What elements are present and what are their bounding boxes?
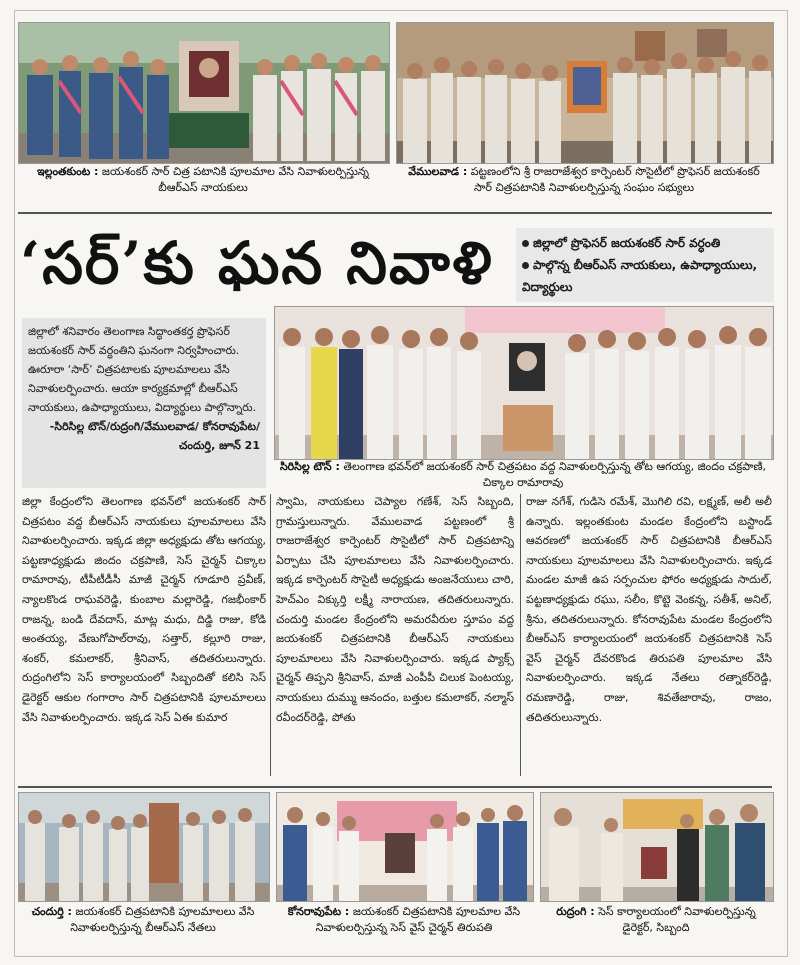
caption-place: ఇల్లంతకుంట :: [37, 165, 99, 178]
caption-center: [274, 459, 772, 491]
bullet-icon: [522, 240, 529, 247]
bullet-icon: [522, 262, 529, 269]
caption-place: రుద్రంగి :: [556, 905, 595, 918]
caption-top-left: [20, 164, 386, 196]
article-column-2: స్వామి, నాయకులు చెప్యాల గణేశ్, సెస్ సిబ్బంది, గ్రామస్తులున్నారు. వేములవాడ పట్టణంలో శ్రీ రాజరాజేశ్వర కార్పెంటర్ సొసైటీలో సార్ చిత్రపటాన్ని ఏర్పాటు చేసి పూలమాలలు వేసి నివాళులర్పించారు. ఇక్కడ కార్పెంటర్ సొసైటీ అధ్యక్షుడు అంజనేయులు చారి, హెచ్ఎం విక్కుర్తి లక్ష్మీ నారాయణ, తదితరులున్నారు. చందుర్తి మండల కేంద్రంలోని అమరవీరుల స్తూపం వద్ద జయశంకర్ చిత్రపటానికి బీఆర్ఎస్ నాయకులు పూలమాలలు వేసి నివాళులర్పించారు. ఇక్కడ ప్యాక్స్ చైర్మన్ తిప్పని శ్రీనివాస్, మాజీ ఎంపీపీ చిలుక పెంటయ్య, నాయకులు దుమ్ము ఆనందం, బత్తుల కమలాకర్, నల్మాస్ రవీందర్‌రెడ్డి, పోతు: [276, 495, 514, 724]
headline: ‘సర్’కు ఘన నివాళి: [20, 229, 494, 297]
divider-top: [18, 212, 772, 214]
caption-place: సిరిసిల్ల టౌన్ :: [279, 460, 340, 473]
caption-top-right: [398, 164, 770, 196]
caption-text: జయశంకర్ చిత్రపటానికి పూలమాల వేసి నివాళులర్పిస్తున్న సెస్ వైస్ చైర్మన్ తిరుపతి: [315, 905, 521, 934]
caption-bottom-right: [540, 904, 772, 936]
article-column-3: రాజు నగేశ్, గుడిసె రమేశ్, మొగిలి రవి, లక్ష్మణ్, అలీ అలీ ఉన్నారు. ఇల్లంతకుంట మండల కేంద్రంలోని బస్టాండ్ ఆవరణలో జయశంకర్ సార్ చిత్రపటానికి బీఆర్ఎస్ నాయకులు పూలమాలలు వేసి నివాళులర్పించారు. ఇక్కడ మండల మాజీ ఉప సర్పంచుల ఫోరం అధ్యక్షుడు సాదుల్, పట్టణాధ్యక్షుడు రఘు, సలీం, కొట్టె వెంకన్న, సతీశ్, అనిల్, శ్రీను, తదితరులున్నారు. కోనరావుపేట మండల కేంద్రంలోని బీఆర్ఎస్ కార్యాలయంలో జయశంకర్ చిత్రపటానికి సెస్ వైస్ చైర్మన్ దేవరకొండ తిరుపతి పూలమాల వేసి నివాళులర్పించారు. ఇక్కడ నేతలు రత్నాకర్‌రెడ్డి, రమణారెడ్డి, రాజు, శివతేజారావు, రాజం, తదితరులున్నారు.: [526, 495, 772, 724]
caption-bottom-center: [276, 904, 532, 936]
caption-text: జయశంకర్ సార్ చిత్ర పటానికి పూలమాల వేసి నివాళులర్పిస్తున్న బీఆర్ఎస్ నాయకులు: [101, 165, 369, 194]
photo-konaraopet: [276, 792, 534, 902]
caption-place: చందుర్తి :: [31, 905, 72, 918]
photo-sircilla: [274, 306, 774, 460]
caption-text: జయశంకర్ చిత్రపటానికి పూలమాలలు వేసి నివాళులర్పిస్తున్న బీఆర్ఎస్ నేతలు: [70, 905, 255, 934]
caption-place: వేములవాడ :: [408, 165, 468, 178]
highlight-item: జిల్లాలో ప్రొఫెసర్ జయశంకర్ సార్ వర్ధంతి: [522, 232, 768, 254]
caption-place: కోనరావుపేట :: [287, 905, 350, 918]
column-divider: [270, 494, 271, 776]
highlights-box: [516, 228, 774, 302]
caption-bottom-left: [20, 904, 266, 936]
photo-rudrangi: [540, 792, 774, 902]
photo-chandurthi: [18, 792, 270, 902]
photo-vemulawada: [396, 22, 774, 164]
caption-text: పట్టణంలోని శ్రీ రాజరాజేశ్వర కార్పెంటర్ సొసైటీలో ప్రొఫెసర్ జయశంకర్ సార్ చిత్రపటానికి నివాళులర్పిస్తున్న సంఘం సభ్యులు: [470, 165, 760, 194]
caption-text: సెస్ కార్యాలయంలో నివాళులర్పిస్తున్న డైరెక్టర్, సిబ్బంది: [598, 905, 756, 934]
intro-text: జిల్లాలో శనివారం తెలంగాణ సిద్ధాంతకర్త ప్రొఫెసర్ జయశంకర్ సార్ వర్ధంతిని ఘనంగా నిర్వహించారు. ఊరూరా ‘సార్’ చిత్రపటాలకు పూలమాలలు వేసి నివాళులర్పించారు. ఆయా కార్యక్రమాల్లో బీఆర్ఎస్ నాయకులు, ఉపాధ్యాయులు, విద్యార్థులు పాల్గొన్నారు.: [28, 325, 257, 414]
article-column-1: జిల్లా కేంద్రంలోని తెలంగాణ భవన్‌లో జయశంకర్ సార్ చిత్రపటం వద్ద బీఆర్ఎస్ నాయకులు పూలమాలలు వేసి నివాళులర్పించారు. ఇక్కడ జిల్లా అధ్యక్షుడు తోట ఆగయ్య, పట్టణాధ్యక్షుడు జిందం చక్రపాణి, సెస్ చైర్మన్ చిక్కాల రామారావు, టీపీటీడీసీ మాజీ చైర్మన్ గూడూరి ప్రవీణ్, న్యాలకొండ రాఘవరెడ్డి, కుంబాల మల్లారెడ్డి, గజభీంకార్ రాజన్న, బండి దేవదాస్, మాట్ల మధు, దిడ్డి రాజు, కోడి అంతయ్య, వేణుగోపాల్‌రావు, సత్తార్, కల్లూరి రాజు, శంకర్, కమలాకర్, శ్రీనివాస్, తదితరులున్నారు. రుద్రంగిలోని సెస్ కార్యాలయంలో సిబ్బందితో కలిసి సెస్ డైరెక్టర్ ఆకుల గంగారాం సార్ చిత్రపటానికి పూలమాలలు వేసి నివాళులర్పించారు. ఇక్కడ సెస్ ఏఈ కుమార: [22, 495, 266, 724]
photo-illanthakunta: [18, 22, 390, 164]
divider-bottom: [18, 786, 772, 788]
highlight-item: పాల్గొన్న బీఆర్ఎస్ నాయకులు, ఉపాధ్యాయులు, విద్యార్థులు: [522, 258, 758, 294]
caption-text: తెలంగాణ భవన్‌లో జయశంకర్ సార్ చిత్రపటం వద్ద నివాళులర్పిస్తున్న తోట ఆగయ్య, జిందం చక్రపాణి, చిక్కాల రామారావు: [343, 460, 767, 489]
dateline: -సిరిసిల్ల టౌన్/రుద్రంగి/వేములవాడ/ కోనరావుపేట/చందుర్తి, జూన్ 21: [49, 420, 260, 452]
intro-box: [22, 318, 266, 488]
column-divider: [520, 494, 521, 776]
